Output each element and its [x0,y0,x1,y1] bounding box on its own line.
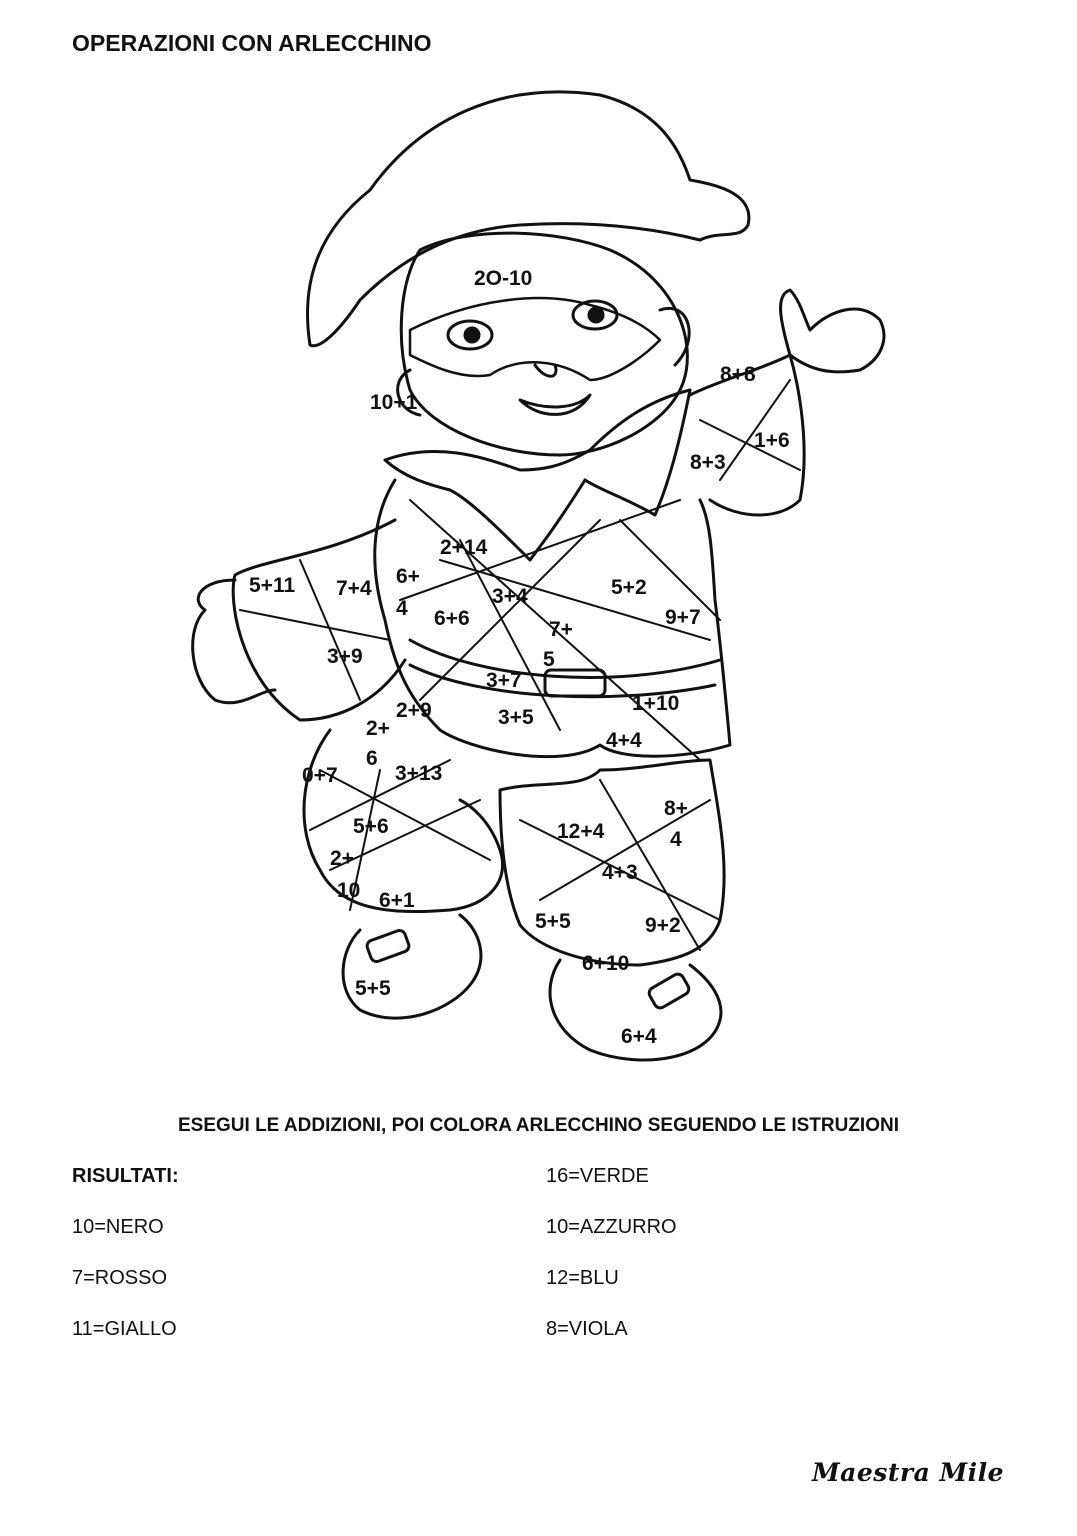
sum-label: 10 [337,879,361,902]
page-title: OPERAZIONI CON ARLECCHINO [72,30,432,56]
legend-item: 16=VERDE [546,1165,649,1187]
sum-label: 2O-10 [474,267,533,290]
sum-label: 4 [396,597,408,620]
sum-label: 2+ [366,717,390,740]
sum-label: 5+5 [355,977,391,1000]
sum-label: 5+5 [535,910,571,933]
legend-item: 8=VIOLA [546,1318,628,1340]
sum-label: 9+7 [665,606,701,629]
sum-label: 6+ [396,565,420,588]
sum-label: 6+6 [434,607,470,630]
sum-label: 3+5 [498,706,534,729]
sum-label: 3+7 [486,669,522,692]
legend-item: 10=NERO [72,1216,164,1238]
sum-label: 12+4 [557,820,605,843]
legend-item: 12=BLU [546,1267,619,1289]
instructions: ESEGUI LE ADDIZIONI, POI COLORA ARLECCHINO SEGUENDO LE ISTRUZIONI [178,1115,899,1136]
sum-label: 2+14 [440,536,488,559]
sum-label: 7+4 [336,577,372,600]
legend-item: 10=AZZURRO [546,1216,677,1238]
sum-label: 3+9 [327,645,363,668]
sum-label: 5+6 [353,815,389,838]
legend-heading: RISULTATI: [72,1165,179,1187]
sum-label: 4 [670,828,682,851]
sum-label: 7+ [549,618,573,641]
sum-label: 3+4 [492,585,528,608]
signature: Maestra Mile [812,1458,1005,1487]
sum-label: 10+1 [370,391,418,414]
sum-label: 6+4 [621,1025,657,1048]
sum-label: 0+7 [302,764,338,787]
sum-label: 6+10 [582,952,630,975]
sum-label: 4+3 [602,861,638,884]
sum-label: 2+9 [396,699,432,722]
sum-label: 3+13 [395,762,443,785]
sum-label: 2+ [330,847,354,870]
sum-label: 9+2 [645,914,681,937]
sum-label: 4+4 [606,729,642,752]
sum-label: 8+3 [690,451,726,474]
sum-label: 6 [366,747,378,770]
sum-label: 1+6 [754,429,790,452]
sum-label: 8+8 [720,363,756,386]
sum-label: 1+10 [632,692,680,715]
sum-label: 5 [543,648,555,671]
legend-item: 11=GIALLO [72,1318,177,1340]
legend-item: 7=ROSSO [72,1267,168,1289]
sum-label: 5+2 [611,576,647,599]
sum-label: 8+ [664,797,688,820]
sum-label: 5+11 [249,574,296,597]
sum-label: 6+1 [379,889,415,912]
